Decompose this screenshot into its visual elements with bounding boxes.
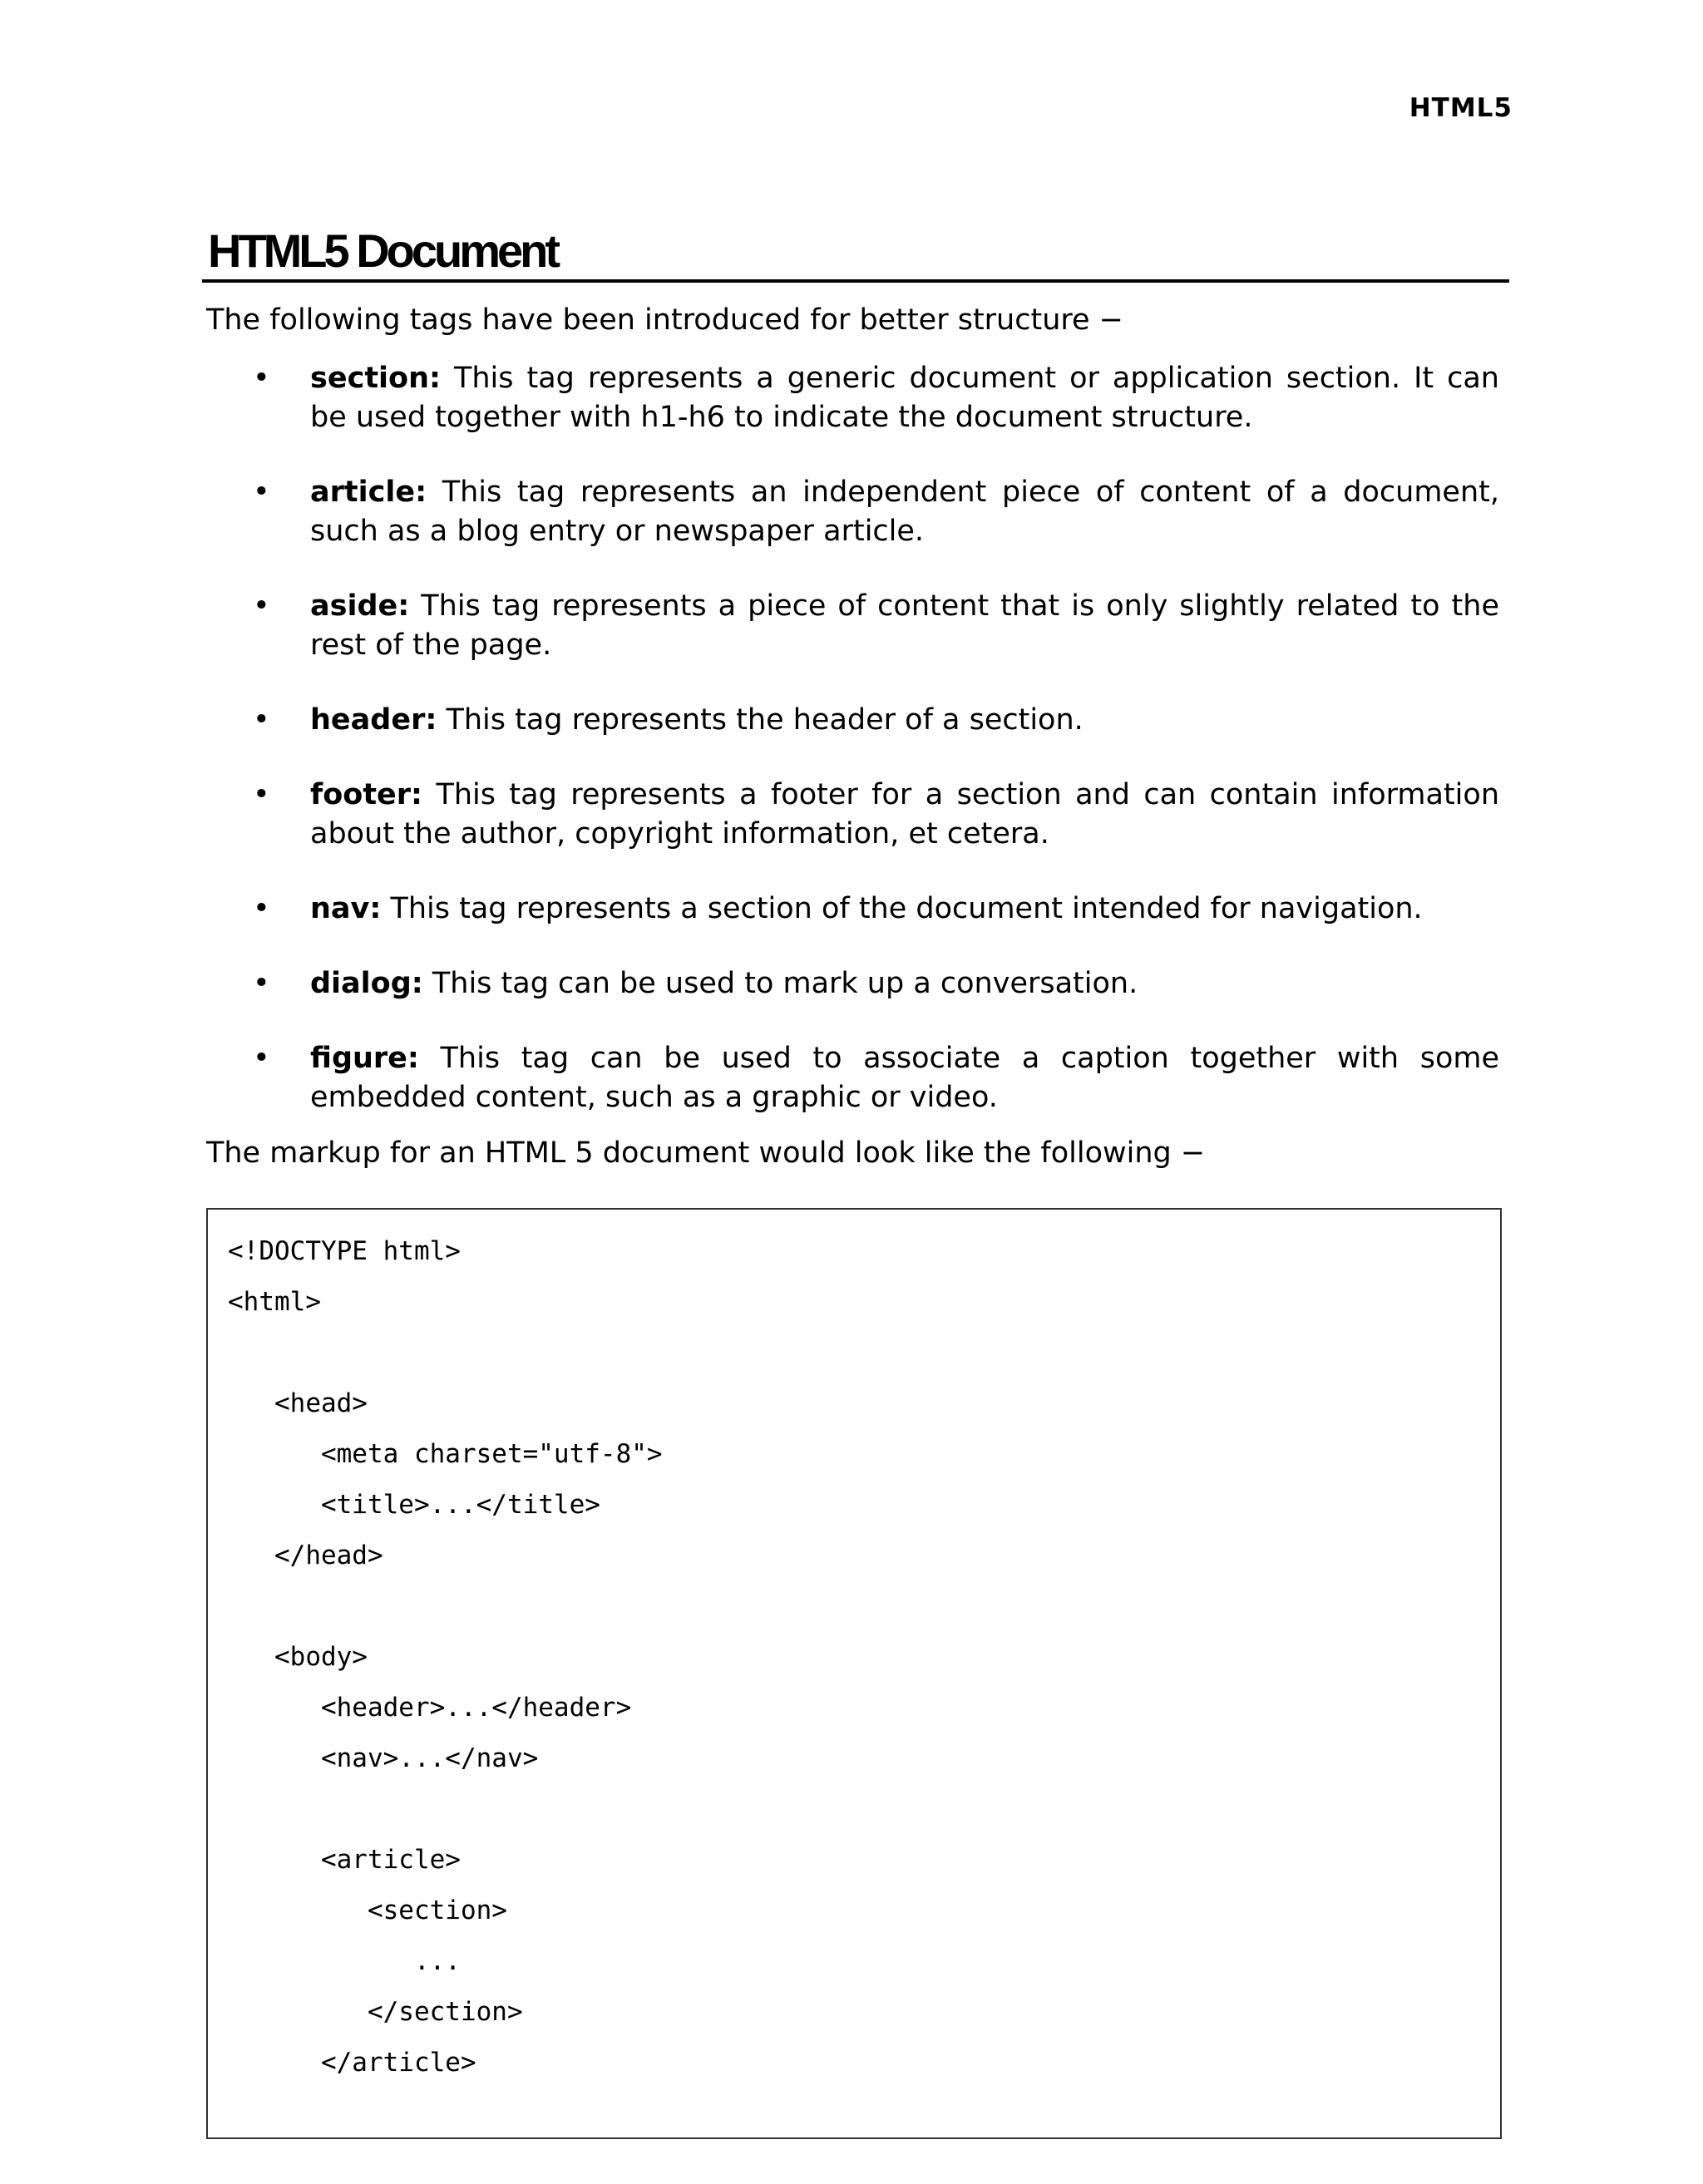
bullet-icon: • [253,476,270,509]
tag-description: This tag represents a piece of content that is only slightly related to the rest of the page. [310,589,1499,662]
bullet-icon: • [253,967,270,1000]
list-item [206,587,1499,665]
code-line: <body> [228,1642,368,1672]
code-line: <section> [228,1896,507,1925]
title-block [202,224,1509,283]
content-body [206,301,1499,1173]
code-line: ... [228,1946,461,1976]
bullet-icon: • [253,703,270,737]
bullet-icon: • [253,589,270,623]
code-line [228,1784,1480,1835]
list-item [206,1039,1499,1117]
tag-description: This tag can be used to mark up a conversation. [422,967,1138,1000]
page-title: HTML5 Document [208,224,557,277]
bullet-icon: • [253,892,270,925]
outro-paragraph: The markup for an HTML 5 document would look like the following − [206,1136,1206,1170]
code-line [228,1581,1480,1632]
list-item [206,776,1499,854]
tag-description: This tag represents the header of a section. [437,703,1084,737]
code-line: <meta charset="utf-8"> [228,1439,663,1469]
tag-term: footer: [310,778,423,811]
bullet-icon: • [253,1042,270,1075]
list-item [206,964,1499,1003]
tag-description: This tag represents a section of the document intended for navigation. [381,892,1423,925]
code-line: <title>...</title> [228,1490,600,1520]
running-head: HTML5 [1409,93,1513,123]
code-line: </article> [228,2048,476,2078]
tag-term: section: [310,362,442,395]
tag-description: This tag represents a generic document or application section. It can be used together with h1-h6 to indicate the document structure. [310,362,1499,434]
tag-description: This tag represents an independent piece of content of a document, such as a blog entry or newspaper article. [310,476,1499,548]
code-line: </head> [228,1541,383,1570]
tag-term: header: [310,703,437,737]
tag-description: This tag can be used to associate a caption together with some embedded content, such as a graphic or video. [310,1042,1499,1114]
tag-term: dialog: [310,967,423,1000]
code-block [206,1208,1502,2139]
bullet-icon: • [253,778,270,811]
list-item [206,890,1499,929]
tag-term: aside: [310,589,410,623]
intro-paragraph: The following tags have been introduced for better structure − [206,303,1123,337]
list-item [206,473,1499,551]
code-line: <html> [228,1287,321,1317]
code-line: <!DOCTYPE html> [228,1236,461,1266]
tag-list [206,359,1499,1117]
code-line: <nav>...</nav> [228,1743,539,1773]
code-line: <head> [228,1388,368,1418]
tag-term: nav: [310,892,382,925]
code-line: </section> [228,1997,523,2027]
list-item [206,701,1499,740]
bullet-icon: • [253,362,270,395]
list-item [206,359,1499,437]
tag-description: This tag represents a footer for a section and can contain information about the author, copyright information, et cetera. [310,778,1499,850]
tag-term: figure: [310,1042,419,1075]
code-line: <article> [228,1845,461,1875]
code-line [228,1328,1480,1378]
code-line: <header>...</header> [228,1693,632,1723]
tag-term: article: [310,476,427,509]
